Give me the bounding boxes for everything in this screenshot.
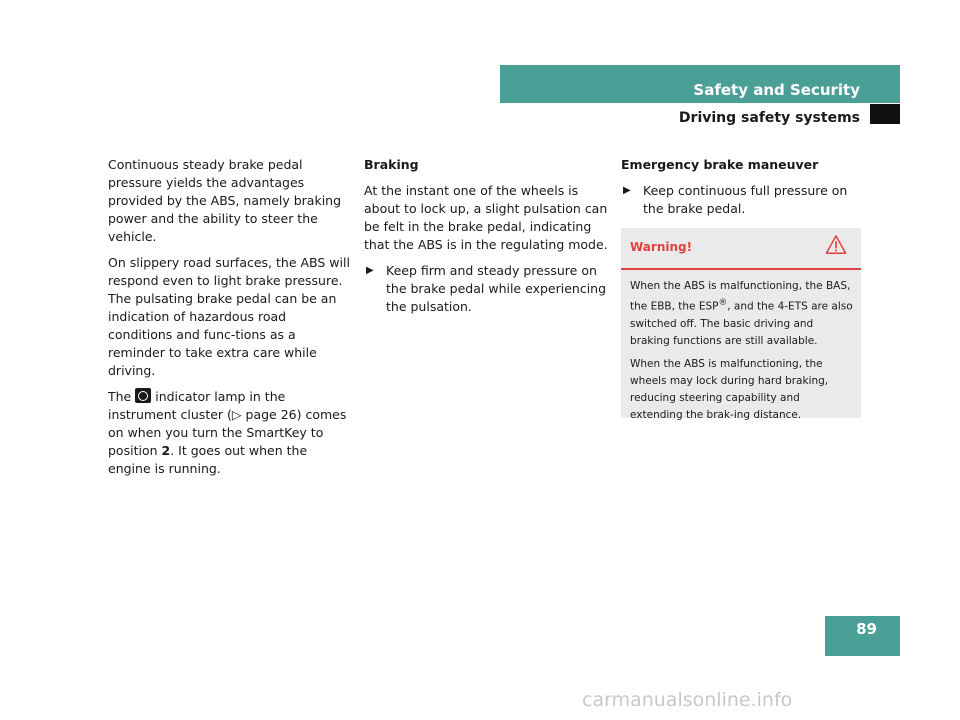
warning-box bbox=[621, 228, 861, 421]
warning-header bbox=[621, 228, 861, 270]
subsection-title: Driving safety systems bbox=[678, 110, 860, 126]
paragraph-indicator-lamp bbox=[108, 388, 353, 478]
page-number: 89 bbox=[856, 620, 877, 638]
paragraph-slippery-roads: On slippery road surfaces, the ABS will respond even to light brake pressure. The pulsating brake pedal can be an indication of hazardous road conditions and func-tions as a reminder to take extra care while driving. bbox=[108, 255, 350, 378]
corner-block bbox=[870, 104, 900, 124]
bullet-text: Keep firm and steady pressure on the brake pedal while experiencing the pulsation. bbox=[386, 263, 607, 314]
paragraph-braking: At the instant one of the wheels is about to lock up, a slight pulsation can be felt in the brake pedal, indicating that the ABS is in the regulating mode. bbox=[364, 183, 608, 252]
text-fragment: indicator lamp in the instrument cluster ( bbox=[108, 389, 286, 422]
section-title: Safety and Security bbox=[693, 81, 860, 99]
abs-indicator-icon bbox=[135, 388, 151, 403]
bullet-text: Keep continuous full pressure on the brake pedal. bbox=[643, 183, 848, 216]
warning-label: Warning! bbox=[630, 240, 693, 254]
page-ref-arrow-icon: ▷ bbox=[231, 407, 242, 422]
column-left bbox=[108, 156, 353, 486]
warning-triangle-icon bbox=[825, 234, 847, 256]
bullet-item bbox=[621, 182, 861, 218]
smartkey-position: 2 bbox=[161, 443, 171, 458]
warning-paragraph bbox=[630, 278, 853, 350]
text-fragment: . It goes out when the engine is running. bbox=[108, 443, 308, 476]
paragraph-steady-pressure: Continuous steady brake pedal pressure yields the advantages provided by the ABS, namely braking power and the ability to steer the vehicle. bbox=[108, 157, 342, 244]
column-right bbox=[621, 156, 861, 226]
warning-body bbox=[621, 270, 861, 424]
watermark: carmanualsonline.info bbox=[582, 689, 793, 711]
text-fragment: When the ABS is malfunctioning, the BAS, the EBB, the ESP bbox=[630, 280, 851, 313]
text-fragment: The bbox=[108, 389, 132, 404]
bullet-item bbox=[364, 262, 610, 316]
bullet-arrow-icon: ▶ bbox=[366, 265, 374, 276]
page-reference-link[interactable]: page 26) comes on when you turn the SmartKey to position bbox=[108, 407, 347, 458]
heading-braking: Braking bbox=[364, 157, 419, 172]
warning-paragraph: When the ABS is malfunctioning, the wheels may lock during hard braking, reducing steering capability and extending the brak-ing distance. bbox=[630, 357, 829, 421]
heading-emergency-brake: Emergency brake maneuver bbox=[621, 157, 819, 172]
bullet-arrow-icon: ▶ bbox=[623, 185, 631, 196]
registered-mark: ® bbox=[718, 298, 728, 308]
text-fragment: , and the 4-ETS are also switched off. The basic driving and braking functions are still available. bbox=[630, 300, 853, 347]
column-middle bbox=[364, 156, 610, 324]
